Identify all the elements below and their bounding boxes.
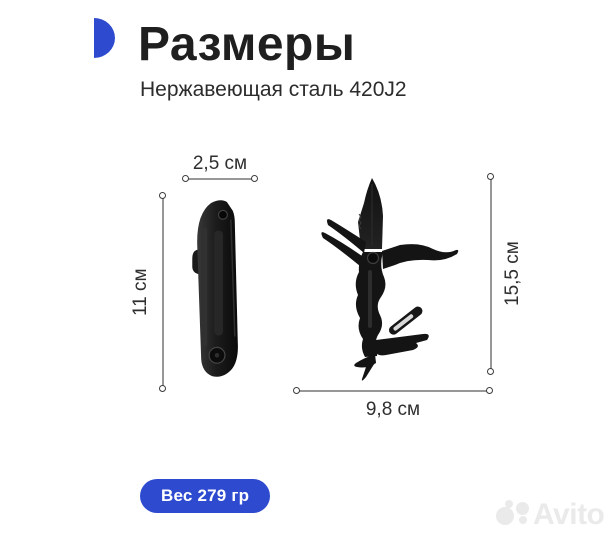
weight-badge-label: Вес 279 гр <box>161 486 250 505</box>
folded-multitool-image <box>190 198 246 382</box>
dimension-endpoint-icon <box>487 368 494 375</box>
open-knife-height-dimension-line <box>490 177 492 371</box>
closed-knife-width-label: 2,5 см <box>192 153 248 174</box>
page-title: Размеры <box>138 18 356 71</box>
dimension-endpoint-icon <box>251 175 258 182</box>
open-knife-height-label: 15,5 см <box>502 241 523 307</box>
closed-knife-height-dimension-line <box>162 196 164 388</box>
dimension-endpoint-icon <box>159 385 166 392</box>
weight-badge <box>140 479 270 513</box>
dimension-endpoint-icon <box>182 175 189 182</box>
page-subtitle: Нержавеющая сталь 420J2 <box>140 78 407 101</box>
dimension-endpoint-icon <box>486 387 493 394</box>
accent-half-circle-icon <box>94 18 115 58</box>
avito-logo-icon <box>519 516 527 524</box>
dimension-endpoint-icon <box>487 173 494 180</box>
avito-watermark <box>496 498 606 538</box>
dimension-endpoint-icon <box>159 192 166 199</box>
closed-knife-width-dimension-line <box>186 178 254 180</box>
open-multitool-image <box>320 172 460 384</box>
avito-logo-icon <box>516 502 529 515</box>
dimension-endpoint-icon <box>293 387 300 394</box>
open-knife-width-dimension-line <box>297 390 489 392</box>
open-knife-width-label: 9,8 см <box>365 399 421 420</box>
avito-watermark-text: Avito <box>533 498 605 531</box>
avito-logo-icon <box>496 507 514 525</box>
closed-knife-height-label: 11 см <box>130 268 151 316</box>
